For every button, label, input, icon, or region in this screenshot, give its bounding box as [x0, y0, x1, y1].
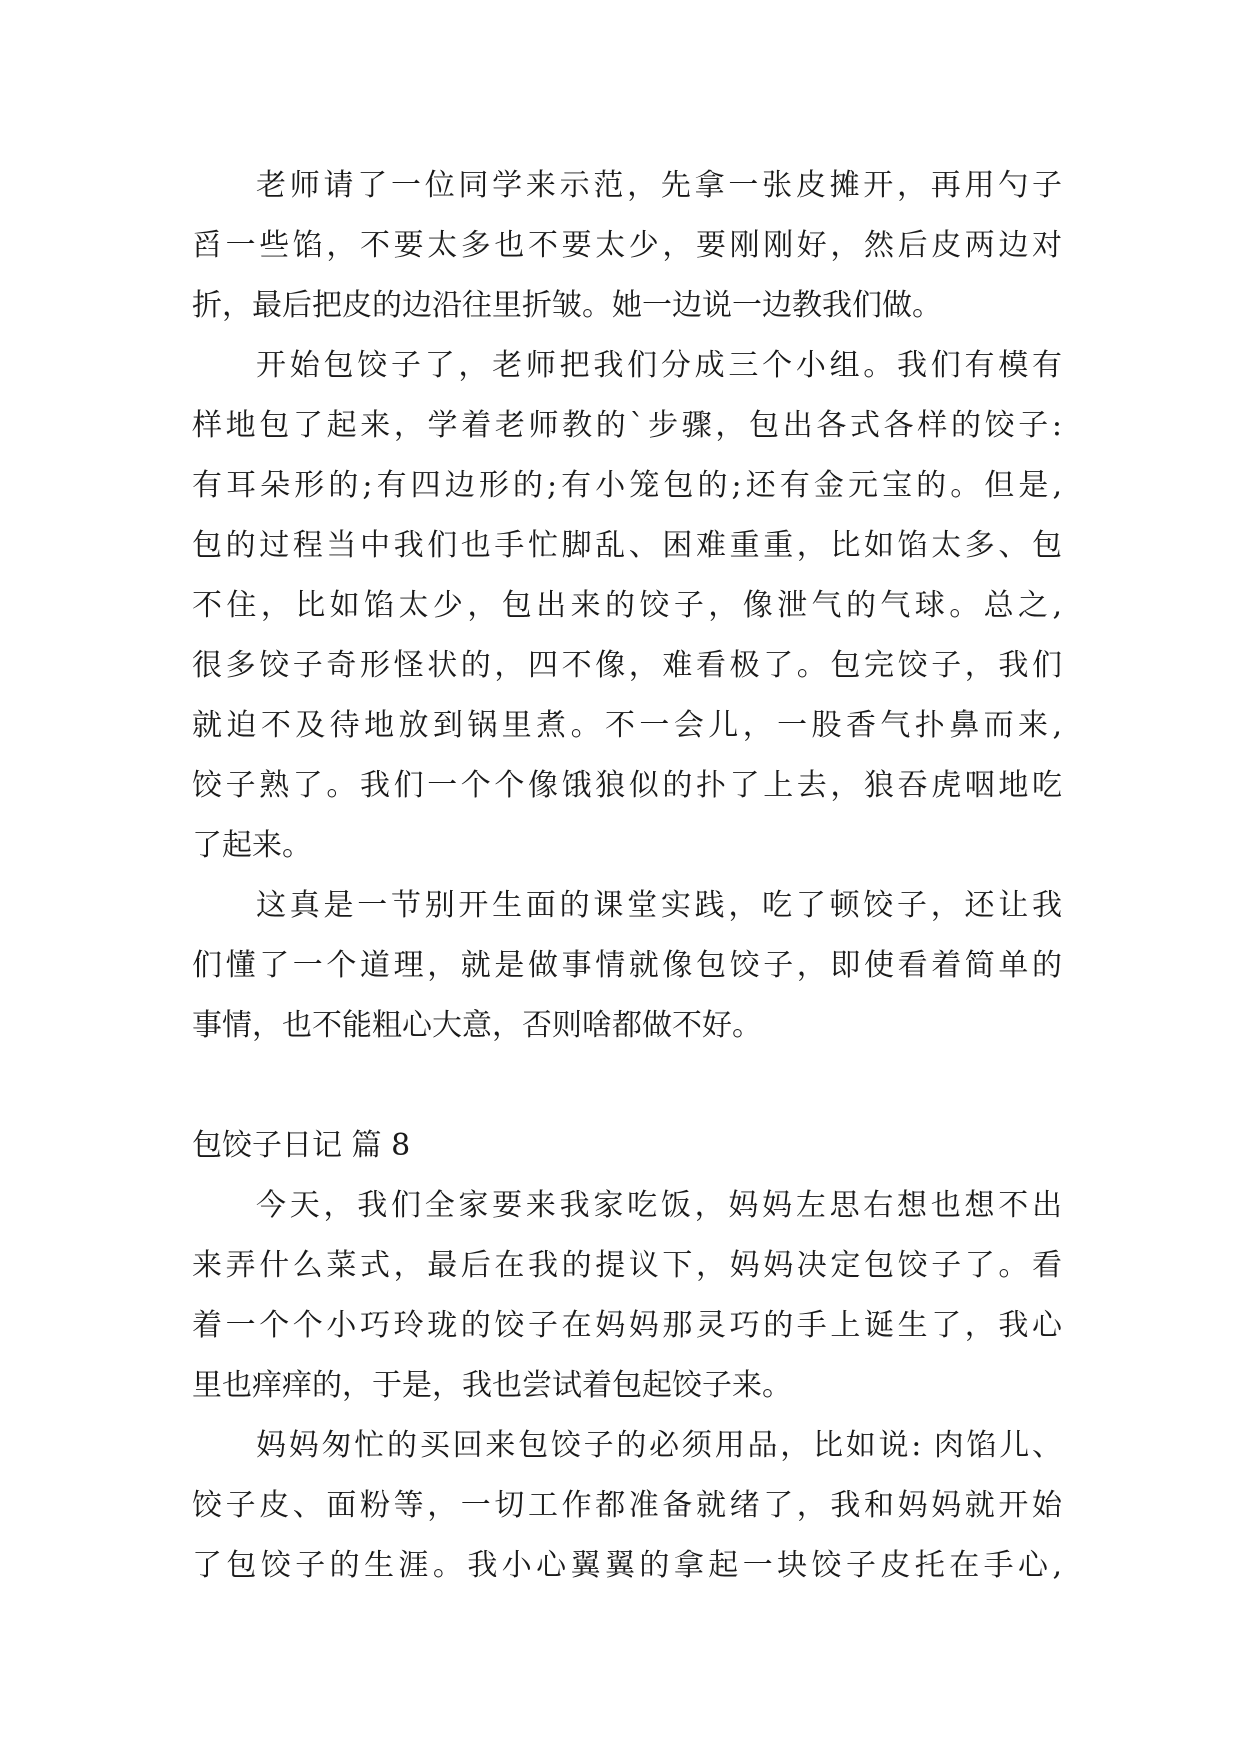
paragraph-line: 折，最后把皮的边沿往里折皱。她一边说一边教我们做。: [192, 288, 942, 323]
paragraph-line: 开始包饺子了，老师把我们分成三个小组。我们有模有: [256, 348, 1062, 383]
paragraph-line: 不住，比如馅太少，包出来的饺子，像泄气的气球。总之,: [192, 588, 1062, 623]
paragraph-line: 们懂了一个道理，就是做事情就像包饺子，即使看着简单的: [192, 948, 1062, 983]
paragraph-line: 着一个个小巧玲珑的饺子在妈妈那灵巧的手上诞生了，我心: [192, 1308, 1062, 1343]
paragraph-line: 今天，我们全家要来我家吃饭，妈妈左思右想也想不出: [256, 1188, 1062, 1223]
paragraph-line: 这真是一节别开生面的课堂实践，吃了顿饺子，还让我: [256, 888, 1062, 923]
paragraph-line: 就迫不及待地放到锅里煮。不一会儿，一股香气扑鼻而来,: [192, 708, 1062, 743]
paragraph-line: 里也痒痒的，于是，我也尝试着包起饺子来。: [192, 1368, 792, 1403]
paragraph-line: 样地包了起来，学着老师教的`步骤，包出各式各样的饺子:: [192, 408, 1062, 443]
paragraph-line: 包的过程当中我们也手忙脚乱、困难重重，比如馅太多、包: [192, 528, 1062, 563]
paragraph-line: 老师请了一位同学来示范，先拿一张皮摊开，再用勺子: [256, 168, 1062, 203]
paragraph-line: 妈妈匆忙的买回来包饺子的必须用品，比如说: 肉馅儿、: [256, 1428, 1062, 1463]
section-heading: 包饺子日记 篇 8: [192, 1128, 411, 1163]
paragraph-line: 有耳朵形的;有四边形的;有小笼包的;还有金元宝的。但是,: [192, 468, 1062, 503]
paragraph-line: 舀一些馅，不要太多也不要太少，要刚刚好，然后皮两边对: [192, 228, 1062, 263]
paragraph-line: 饺子熟了。我们一个个像饿狼似的扑了上去，狼吞虎咽地吃: [192, 768, 1062, 803]
paragraph-line: 来弄什么菜式，最后在我的提议下，妈妈决定包饺子了。看: [192, 1248, 1062, 1283]
paragraph-line: 了包饺子的生涯。我小心翼翼的拿起一块饺子皮托在手心,: [192, 1548, 1062, 1583]
paragraph-line: 饺子皮、面粉等，一切工作都准备就绪了，我和妈妈就开始: [192, 1488, 1062, 1523]
paragraph-line: 事情，也不能粗心大意，否则啥都做不好。: [192, 1008, 762, 1043]
paragraph-line: 很多饺子奇形怪状的，四不像，难看极了。包完饺子，我们: [192, 648, 1062, 683]
paragraph-line: 了起来。: [192, 828, 312, 863]
